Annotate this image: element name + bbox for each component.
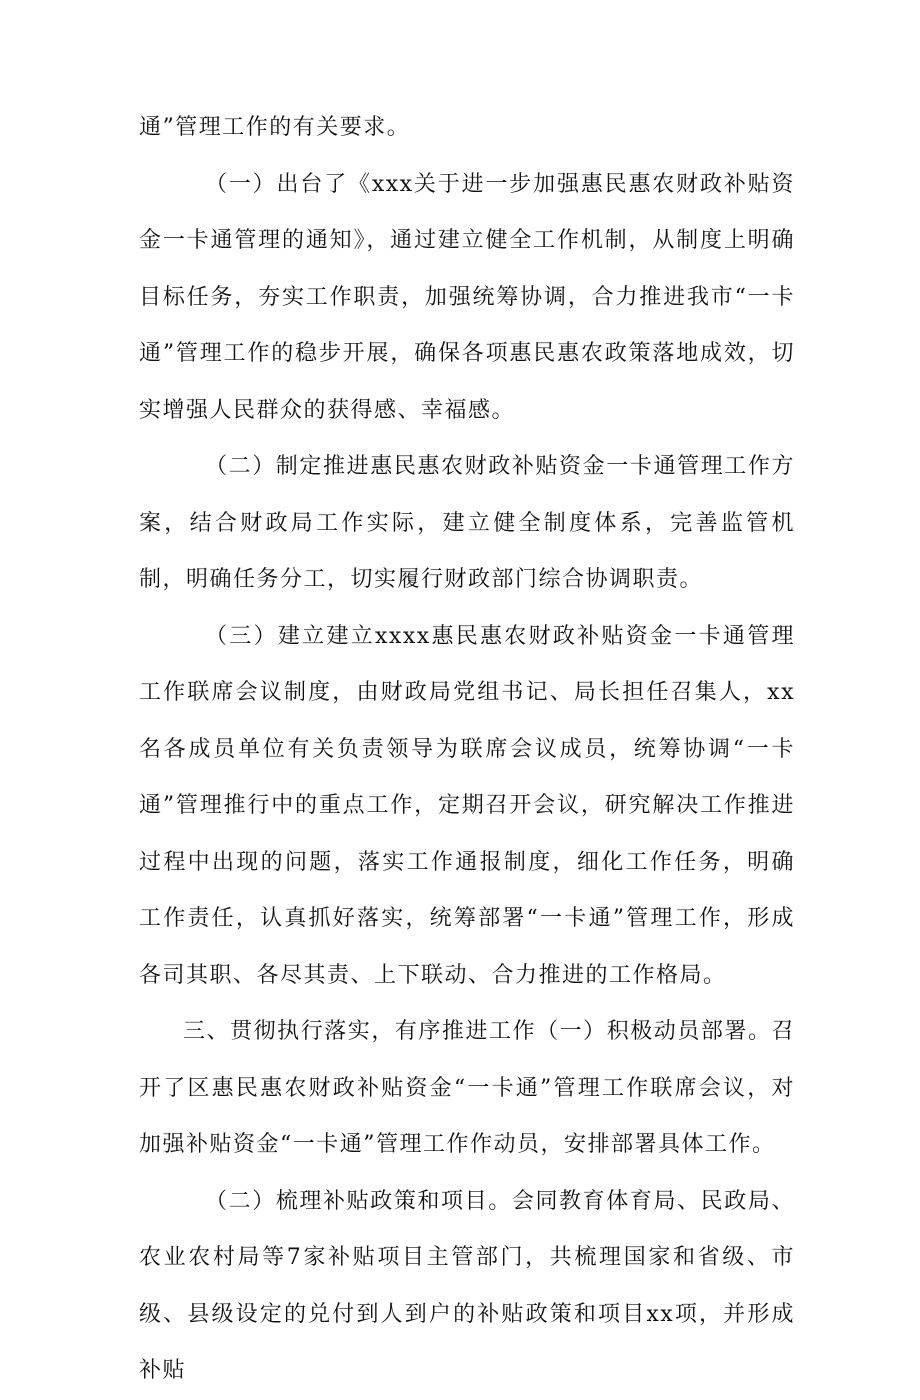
paragraph-item-2: （二）制定推进惠民惠农财政补贴资金一卡通管理工作方案，结合财政局工作实际，建立健全制度体系，完善监管机制，明确任务分工，切实履行财政部门综合协调职责。 [139, 454, 795, 592]
paragraph-item-3: （三）建立建立xxxx惠民惠农财政补贴资金一卡通管理工作联席会议制度，由财政局党组书记、局长担任召集人，xx名各成员单位有关负责领导为联席会议成员，统筹协调“一卡通”管理推行中的重点工作，定期召开会议，研究解决工作推进过程中出现的问题，落实工作通报制度，细化工作任务，明确工作责任，认真抓好落实，统筹部署“一卡通”管理工作，形成各司其职、各尽其责、上下联动、合力推进的工作格局。 [139, 623, 795, 988]
paragraph-continuation: 通”管理工作的有关要求。 [139, 115, 411, 140]
document-body [139, 100, 795, 1400]
paragraph-item-1: （一）出台了《xxx关于进一步加强惠民惠农财政补贴资金一卡通管理的通知》，通过建立健全工作机制，从制度上明确目标任务，夯实工作职责，加强统筹协调，合力推进我市“一卡通”管理工作的稳步开展，确保各项惠民惠农政策落地成效，切实增强人民群众的获得感、幸福感。 [139, 171, 795, 423]
paragraph-item-4: （二）梳理补贴政策和项目。会同教育体育局、民政局、农业农村局等7家补贴项目主管部门，共梳理国家和省级、市级、县级设定的兑付到人到户的补贴政策和项目xx项，并形成补贴 [139, 1188, 795, 1383]
paragraph-section-3: 三、贯彻执行落实，有序推进工作（一）积极动员部署。召开了区惠民惠农财政补贴资金“一卡通”管理工作联席会议，对加强补贴资金“一卡通”管理工作作动员，安排部署具体工作。 [139, 1019, 795, 1157]
